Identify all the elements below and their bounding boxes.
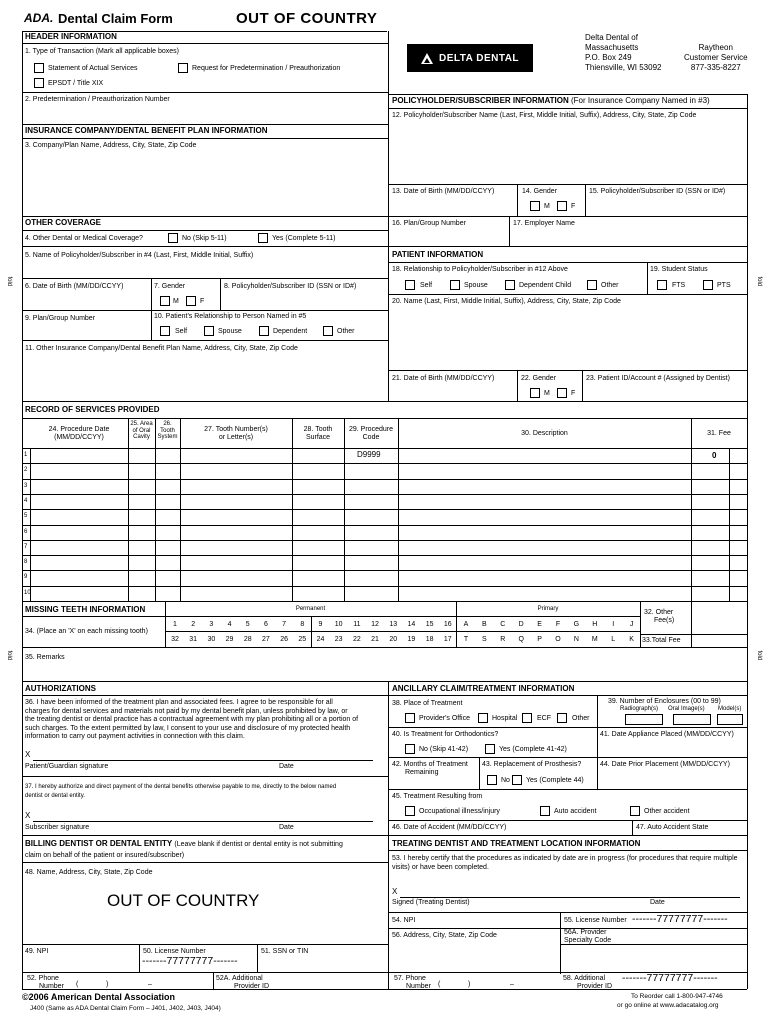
treating-phone-dash: – xyxy=(510,981,514,988)
service-row-number: 2 xyxy=(24,467,28,474)
tooth-number[interactable]: 15 xyxy=(425,621,434,628)
q36-line: such charges. To the extent permitted by law, I consent to your use and disclosure of my protected health xyxy=(25,724,351,732)
q36-text xyxy=(25,699,358,742)
predetermination-checkbox[interactable] xyxy=(178,63,188,73)
q52-line2: Number xyxy=(39,982,64,990)
q14-male-checkbox[interactable] xyxy=(530,201,540,211)
policyholder-title xyxy=(392,97,710,106)
q10-spouse-checkbox[interactable] xyxy=(204,326,214,336)
tooth-number[interactable]: 5 xyxy=(245,621,250,628)
h28-line1: 28. Tooth xyxy=(303,426,333,433)
tooth-number[interactable]: G xyxy=(573,621,580,628)
billing-phone-paren-open: ( xyxy=(76,981,79,988)
h29-line2: Code xyxy=(362,433,380,441)
tooth-number[interactable]: F xyxy=(555,621,561,628)
tooth-number[interactable]: 19 xyxy=(407,636,416,643)
q37-text xyxy=(25,783,336,801)
h27-line2: or Letter(s) xyxy=(218,433,254,441)
patient-signature-label: Patient/Guardian signature xyxy=(25,763,109,770)
other-coverage-title: OTHER COVERAGE xyxy=(25,218,102,227)
service-row-number: 9 xyxy=(24,574,28,581)
tooth-number[interactable]: D xyxy=(518,621,524,628)
h27-line1: 27. Tooth Number(s) xyxy=(204,426,268,433)
q13-label: 13. Date of Birth (MM/DD/CCYY) xyxy=(392,188,495,195)
q58-line1: 58. Additional xyxy=(563,975,606,982)
tooth-number[interactable]: 4 xyxy=(227,621,232,628)
pts-checkbox[interactable] xyxy=(703,280,713,290)
q18-other-checkbox[interactable] xyxy=(587,280,597,290)
tooth-number[interactable]: B xyxy=(482,621,487,628)
q18-self-checkbox[interactable] xyxy=(405,280,415,290)
q42-line2: Remaining xyxy=(405,768,439,776)
tooth-number[interactable]: I xyxy=(612,621,615,628)
tooth-number[interactable]: J xyxy=(629,621,634,628)
reorder-line1: To Reorder call 1-800-947-4746 xyxy=(631,993,723,1000)
q17-label: 17. Employer Name xyxy=(513,220,575,227)
h25-line2: of Oral xyxy=(132,427,151,434)
treating-signature-x: X xyxy=(392,887,398,896)
tooth-number[interactable]: 23 xyxy=(334,636,343,643)
other-coverage-no-label: No (Skip 5-11) xyxy=(182,235,227,242)
q18-dependent-child-checkbox[interactable] xyxy=(505,280,515,290)
tooth-number[interactable]: P xyxy=(537,636,542,643)
q56-label: 56. Address, City, State, Zip Code xyxy=(392,932,497,939)
h29-line1: 29. Procedure xyxy=(349,426,393,433)
q22-label: 22. Gender xyxy=(521,375,557,382)
models-label: Model(s) xyxy=(718,706,742,712)
q56a-line1: 56A. Provider xyxy=(564,929,607,936)
h24 xyxy=(30,426,128,441)
q22-female-checkbox[interactable] xyxy=(557,388,567,398)
j400-note: J400 (Same as ADA Dental Claim Form – J401, J402, J403, J404) xyxy=(30,1005,221,1012)
tooth-number[interactable]: 9 xyxy=(318,621,323,628)
auto-accident-checkbox[interactable] xyxy=(540,806,550,816)
statement-label: Statement of Actual Services xyxy=(48,65,138,72)
h26-line2: Tooth xyxy=(160,427,175,434)
q52-line1: 52. Phone xyxy=(27,975,59,982)
q7-male-checkbox[interactable] xyxy=(160,296,170,306)
billing-title-note: (Leave blank if dentist or dental entity is not submitting xyxy=(174,841,343,848)
q42-label xyxy=(392,761,468,776)
primary-label: Primary xyxy=(537,606,559,612)
prosthesis-yes-label: Yes (Complete 44) xyxy=(526,777,584,784)
q23-label: 23. Patient ID/Account # (Assigned by Dentist) xyxy=(586,375,730,382)
services-title: RECORD OF SERVICES PROVIDED xyxy=(25,405,160,414)
delta-triangle-icon xyxy=(421,53,433,64)
q18-dependent-child-label: Dependent Child xyxy=(519,282,572,289)
ortho-no-checkbox[interactable] xyxy=(405,744,415,754)
tooth-number[interactable]: H xyxy=(592,621,598,628)
other-coverage-no-checkbox[interactable] xyxy=(168,233,178,243)
q40-label: 40. Is Treatment for Orthodontics? xyxy=(392,731,499,738)
q10-label: 10. Patient's Relationship to Person Named in #5 xyxy=(154,313,307,320)
h27 xyxy=(180,426,292,441)
radiographs-label: Radiograph(s) xyxy=(620,706,659,712)
tooth-number[interactable]: 20 xyxy=(389,636,398,643)
delta-address xyxy=(585,33,661,73)
tooth-number[interactable]: 6 xyxy=(263,621,268,628)
treating-additional-id-value: -------77777777------- xyxy=(622,972,718,984)
place-other-label: Other xyxy=(572,715,590,722)
treating-phone-paren-open: ( xyxy=(438,981,441,988)
tooth-number[interactable]: 7 xyxy=(282,621,287,628)
subscriber-signature-x: X xyxy=(25,811,31,820)
q58-line2: Provider ID xyxy=(577,982,613,990)
q38-label: 38. Place of Treatment xyxy=(392,700,463,707)
q37-line: dentist or dental entity. xyxy=(25,793,85,799)
service-row-number: 6 xyxy=(24,528,28,535)
ortho-yes-checkbox[interactable] xyxy=(485,744,495,754)
q43-label: 43. Replacement of Prosthesis? xyxy=(482,761,582,768)
ortho-no-label: No (Skip 41-42) xyxy=(419,746,469,753)
tooth-number[interactable]: 32 xyxy=(171,636,179,643)
q7-female-checkbox[interactable] xyxy=(186,296,196,306)
delta-addr-line: Thiensville, WI 53092 xyxy=(585,63,662,72)
prosthesis-no-label: No xyxy=(501,777,510,784)
h28 xyxy=(292,426,344,441)
q32-line2: Fee(s) xyxy=(654,616,675,624)
tooth-number[interactable]: A xyxy=(463,621,469,628)
q36-line: information to carry out payment activities in connection with this claim. xyxy=(25,733,245,740)
row1-procedure-code: D9999 xyxy=(357,450,381,459)
ada-logo: ADA. xyxy=(24,11,54,25)
oral-images-label: Oral Image(s) xyxy=(668,706,705,712)
tooth-number[interactable]: O xyxy=(555,636,561,643)
reorder-line2: or go online at www.adacatalog.org xyxy=(617,1002,719,1009)
authorizations-title: AUTHORIZATIONS xyxy=(25,684,96,693)
q41-label: 41. Date Appliance Placed (MM/DD/CCYY) xyxy=(600,731,734,738)
q14-male-label: M xyxy=(544,203,550,210)
q50-label: 50. License Number xyxy=(143,948,206,955)
subscriber-date-label: Date xyxy=(279,824,294,831)
form-title: Dental Claim Form xyxy=(58,11,173,26)
q37-line: 37. I hereby authorize and direct payment of the dental benefits otherwise payable to me, directly to the below named xyxy=(25,784,337,790)
tooth-number[interactable]: 25 xyxy=(298,636,307,643)
q14-female-label: F xyxy=(571,203,576,210)
q42-line1: 42. Months of Treatment xyxy=(392,761,468,768)
q12-label: 12. Policyholder/Subscriber Name (Last, First, Middle Initial, Suffix), Address, City, State, Zip Code xyxy=(392,112,697,119)
service-row-number: 5 xyxy=(24,513,28,520)
q4-label: 4. Other Dental or Medical Coverage? xyxy=(25,235,143,242)
tooth-number[interactable]: 26 xyxy=(280,636,289,643)
q39-label: 39. Number of Enclosures (00 to 99) xyxy=(608,698,721,705)
q11-label: 11. Other Insurance Company/Dental Benefit Plan Name, Address, City, State, Zip Code xyxy=(25,345,298,352)
copyright: ©2006 American Dental Association xyxy=(22,992,176,1002)
tooth-number[interactable]: 24 xyxy=(316,636,325,643)
q22-female-label: F xyxy=(571,390,576,397)
q7-label: 7. Gender xyxy=(154,283,186,290)
q7-male-label: M xyxy=(173,298,179,305)
raytheon-contact xyxy=(684,43,748,73)
h25-line3: Cavity xyxy=(133,434,150,441)
billing-title xyxy=(25,840,343,849)
q34-label: 34. (Place an 'X' on each missing tooth) xyxy=(25,628,148,635)
q18-self-label: Self xyxy=(420,282,433,289)
q52a-line2: Provider ID xyxy=(234,982,270,990)
oral-images-input[interactable] xyxy=(673,714,711,725)
occupational-label: Occupational illness/injury xyxy=(419,808,500,815)
q54-label: 54. NPI xyxy=(392,917,416,924)
q46-label: 46. Date of Accident (MM/DD/CCYY) xyxy=(392,824,507,831)
billing-phone-dash: – xyxy=(148,981,152,988)
delta-addr-line: Delta Dental of xyxy=(585,33,638,42)
tooth-number[interactable]: 16 xyxy=(443,621,452,628)
service-row-number: 10 xyxy=(24,589,31,596)
h31: 31. Fee xyxy=(707,430,731,437)
prosthesis-no-checkbox[interactable] xyxy=(487,775,497,785)
statement-checkbox[interactable] xyxy=(34,63,44,73)
fts-checkbox[interactable] xyxy=(657,280,667,290)
h28-line2: Surface xyxy=(305,433,331,441)
q36-line: charges for dental services and materials not paid by my dental benefit plan, unless prohibited by law, or xyxy=(25,707,348,715)
q9-label: 9. Plan/Group Number xyxy=(25,315,96,322)
tooth-number[interactable]: C xyxy=(500,621,506,628)
q10-self-checkbox[interactable] xyxy=(160,326,170,336)
auto-accident-label: Auto accident xyxy=(554,808,597,815)
other-accident-checkbox[interactable] xyxy=(630,806,640,816)
tooth-number[interactable]: N xyxy=(573,636,579,643)
q35-label: 35. Remarks xyxy=(25,654,65,661)
q16-label: 16. Plan/Group Number xyxy=(392,220,466,227)
h24-line1: 24. Procedure Date xyxy=(48,426,110,433)
fold-mark-left-2: fold xyxy=(6,650,13,661)
q49-label: 49. NPI xyxy=(25,948,49,955)
h26 xyxy=(155,421,180,441)
billing-license-value: -------77777777------- xyxy=(142,955,238,967)
q18-spouse-checkbox[interactable] xyxy=(450,280,460,290)
pts-label: PTS xyxy=(717,282,731,289)
q8-label: 8. Policyholder/Subscriber ID (SSN or ID#) xyxy=(224,283,357,290)
epsdt-checkbox[interactable] xyxy=(34,78,44,88)
missing-teeth-title: MISSING TEETH INFORMATION xyxy=(25,605,146,614)
tooth-number[interactable]: 2 xyxy=(191,621,196,628)
tooth-number[interactable]: 22 xyxy=(352,636,361,643)
tooth-number[interactable]: 12 xyxy=(371,621,379,628)
treating-phone-paren-close: ) xyxy=(468,981,471,988)
delta-addr-line: P.O. Box 249 xyxy=(585,53,632,62)
tooth-number[interactable]: 1 xyxy=(173,621,177,628)
q22-male-checkbox[interactable] xyxy=(530,388,540,398)
ecf-checkbox[interactable] xyxy=(522,713,532,723)
delta-addr-line: Massachusetts xyxy=(585,43,639,52)
fold-mark-right: fold xyxy=(756,276,763,287)
tooth-number[interactable]: 14 xyxy=(407,621,416,628)
other-coverage-yes-checkbox[interactable] xyxy=(258,233,268,243)
raytheon-line: Raytheon xyxy=(698,43,733,52)
subscriber-signature-label: Subscriber signature xyxy=(25,824,90,831)
service-row-number: 7 xyxy=(24,543,28,550)
tooth-number[interactable]: L xyxy=(611,636,616,643)
h29 xyxy=(344,426,398,441)
billing-title-note2: claim on behalf of the patient or insured/subscriber) xyxy=(25,852,185,859)
q10-self-label: Self xyxy=(175,328,188,335)
q57-line1: 57. Phone xyxy=(394,975,426,982)
q32-line1: 32. Other xyxy=(644,609,674,616)
place-other-checkbox[interactable] xyxy=(557,713,567,723)
providers-office-label: Provider's Office xyxy=(419,715,471,722)
other-coverage-yes-label: Yes (Complete 5-11) xyxy=(272,235,336,242)
billing-name-value: OUT OF COUNTRY xyxy=(107,891,260,910)
billing-title-text: BILLING DENTIST OR DENTAL ENTITY xyxy=(25,839,173,848)
q56a-label xyxy=(564,929,611,944)
q55-label: 55. License Number xyxy=(564,917,627,924)
providers-office-checkbox[interactable] xyxy=(405,713,415,723)
header-info-title: HEADER INFORMATION xyxy=(25,32,117,41)
tooth-number[interactable]: M xyxy=(591,636,598,643)
treating-title: TREATING DENTIST AND TREATMENT LOCATION INFORMATION xyxy=(392,839,641,848)
q53-line: visits) or have been completed. xyxy=(392,863,489,871)
q32-label xyxy=(644,609,674,624)
ecf-label: ECF xyxy=(537,715,551,722)
q18-spouse-label: Spouse xyxy=(464,282,488,289)
q10-spouse-label: Spouse xyxy=(218,328,242,335)
q18-label: 18. Relationship to Policyholder/Subscriber in #12 Above xyxy=(392,266,568,273)
q19-label: 19. Student Status xyxy=(650,266,708,273)
h24-line2: (MM/DD/CCYY) xyxy=(54,433,104,441)
q36-line: 36. I have been informed of the treatment plan and associated fees. I agree to be responsible for all xyxy=(25,699,333,706)
patient-date-label: Date xyxy=(279,763,294,770)
insurance-title: INSURANCE COMPANY/DENTAL BENEFIT PLAN INFORMATION xyxy=(25,126,268,135)
tooth-number[interactable]: 10 xyxy=(334,621,343,628)
q44-label: 44. Date Prior Placement (MM/DD/CCYY) xyxy=(600,761,730,768)
q2-label: 2. Predetermination / Preauthorization Number xyxy=(25,96,170,103)
predetermination-label: Request for Predetermination / Preauthorization xyxy=(192,65,341,72)
q53-line: 53. I hereby certify that the procedures as indicated by date are in progress (for procedures that require multiple xyxy=(392,855,738,862)
q53-text xyxy=(392,855,738,872)
q21-label: 21. Date of Birth (MM/DD/CCYY) xyxy=(392,375,495,382)
q10-dependent-label: Dependent xyxy=(273,328,308,335)
radiographs-input[interactable] xyxy=(625,714,663,725)
tooth-number[interactable]: R xyxy=(500,636,506,643)
treating-license-value: -------77777777------- xyxy=(632,913,728,925)
delta-dental-logo xyxy=(407,44,533,72)
raytheon-line: 877-335-8227 xyxy=(690,63,741,72)
ancillary-title: ANCILLARY CLAIM/TREATMENT INFORMATION xyxy=(392,684,575,693)
occupational-checkbox[interactable] xyxy=(405,806,415,816)
q10-dependent-checkbox[interactable] xyxy=(259,326,269,336)
tooth-number[interactable]: 27 xyxy=(262,636,270,643)
q14-female-checkbox[interactable] xyxy=(557,201,567,211)
q48-label: 48. Name, Address, City, State, Zip Code xyxy=(25,869,153,876)
fold-mark-right-2: fold xyxy=(756,650,763,661)
out-of-country-title: OUT OF COUNTRY xyxy=(236,10,378,27)
treating-signed-label: Signed (Treating Dentist) xyxy=(392,899,470,906)
q33-label: 33.Total Fee xyxy=(642,637,681,644)
tooth-number[interactable]: 29 xyxy=(225,636,234,643)
tooth-number[interactable]: 21 xyxy=(371,636,379,643)
q10-other-label: Other xyxy=(337,328,355,335)
q1-label: 1. Type of Transaction (Mark all applicable boxes) xyxy=(25,48,179,55)
hospital-label: Hospital xyxy=(492,715,518,722)
permanent-label: Permanent xyxy=(295,606,326,612)
policyholder-title-note: (For Insurance Company Named in #3) xyxy=(570,96,710,105)
tooth-number[interactable]: 17 xyxy=(443,636,452,643)
q51-label: 51. SSN or TIN xyxy=(261,948,309,955)
service-row-number: 4 xyxy=(24,497,28,504)
fold-mark-left: fold xyxy=(6,276,13,287)
service-row-number: 1 xyxy=(24,452,28,458)
tooth-number[interactable]: 3 xyxy=(209,621,214,628)
tooth-number[interactable]: T xyxy=(463,636,469,643)
q47-label: 47. Auto Accident State xyxy=(636,824,709,831)
h30: 30. Description xyxy=(521,430,568,437)
q56a-line2: Specialty Code xyxy=(564,936,612,944)
tooth-number[interactable]: K xyxy=(629,636,634,643)
tooth-number[interactable]: 31 xyxy=(189,636,198,643)
billing-phone-paren-close: ) xyxy=(106,981,109,988)
q5-label: 5. Name of Policyholder/Subscriber in #4 (Last, First, Middle Initial, Suffix) xyxy=(25,252,254,259)
service-row-number: 3 xyxy=(24,482,28,489)
q18-other-label: Other xyxy=(601,282,619,289)
q7-female-label: F xyxy=(200,298,205,305)
tooth-number[interactable]: E xyxy=(537,621,542,628)
patient-title: PATIENT INFORMATION xyxy=(392,250,484,259)
tooth-number[interactable]: Q xyxy=(518,636,524,643)
q36-line: the treating dentist or dental practice has a contractual agreement with my plan prohibiting all or a portion of xyxy=(25,716,359,723)
q20-label: 20. Name (Last, First, Middle Initial, Suffix), Address, City, State, Zip Code xyxy=(392,298,621,305)
q52a-line1: 52A. Additional xyxy=(216,975,263,982)
prosthesis-yes-checkbox[interactable] xyxy=(512,775,522,785)
ortho-yes-label: Yes (Complete 41-42) xyxy=(499,746,567,753)
h25 xyxy=(128,421,155,441)
q10-other-checkbox[interactable] xyxy=(323,326,333,336)
service-row-number: 8 xyxy=(24,559,28,566)
treating-date-label: Date xyxy=(650,899,665,906)
tooth-number[interactable]: 18 xyxy=(425,636,434,643)
delta-logo-text: DELTA DENTAL xyxy=(438,52,520,64)
h26-line1: 26. xyxy=(163,421,172,427)
models-input[interactable] xyxy=(717,714,743,725)
patient-signature-x: X xyxy=(25,750,31,759)
hospital-checkbox[interactable] xyxy=(478,713,488,723)
q3-label: 3. Company/Plan Name, Address, City, State, Zip Code xyxy=(25,142,197,149)
tooth-number[interactable]: 28 xyxy=(243,636,252,643)
q57-line2: Number xyxy=(406,982,431,990)
q22-male-label: M xyxy=(544,390,550,397)
q15-label: 15. Policyholder/Subscriber ID (SSN or ID#) xyxy=(589,188,726,195)
policyholder-title-text: POLICYHOLDER/SUBSCRIBER INFORMATION xyxy=(392,96,569,105)
epsdt-label: EPSDT / Title XIX xyxy=(48,80,104,87)
tooth-number[interactable]: 8 xyxy=(300,621,305,628)
tooth-number[interactable]: 30 xyxy=(207,636,216,643)
row1-fee: 0 xyxy=(712,451,717,460)
q45-label: 45. Treatment Resulting from xyxy=(392,793,483,800)
tooth-number[interactable]: S xyxy=(482,636,487,643)
fts-label: FTS xyxy=(672,282,686,289)
tooth-number[interactable]: 13 xyxy=(389,621,398,628)
h25-line1: 25. Area xyxy=(130,421,153,427)
tooth-number[interactable]: 11 xyxy=(353,621,361,628)
raytheon-line: Customer Service xyxy=(684,53,748,62)
q14-label: 14. Gender xyxy=(522,188,558,195)
q6-label: 6. Date of Birth (MM/DD/CCYY) xyxy=(25,283,124,290)
other-accident-label: Other accident xyxy=(644,808,690,815)
h26-line3: System xyxy=(157,434,178,441)
